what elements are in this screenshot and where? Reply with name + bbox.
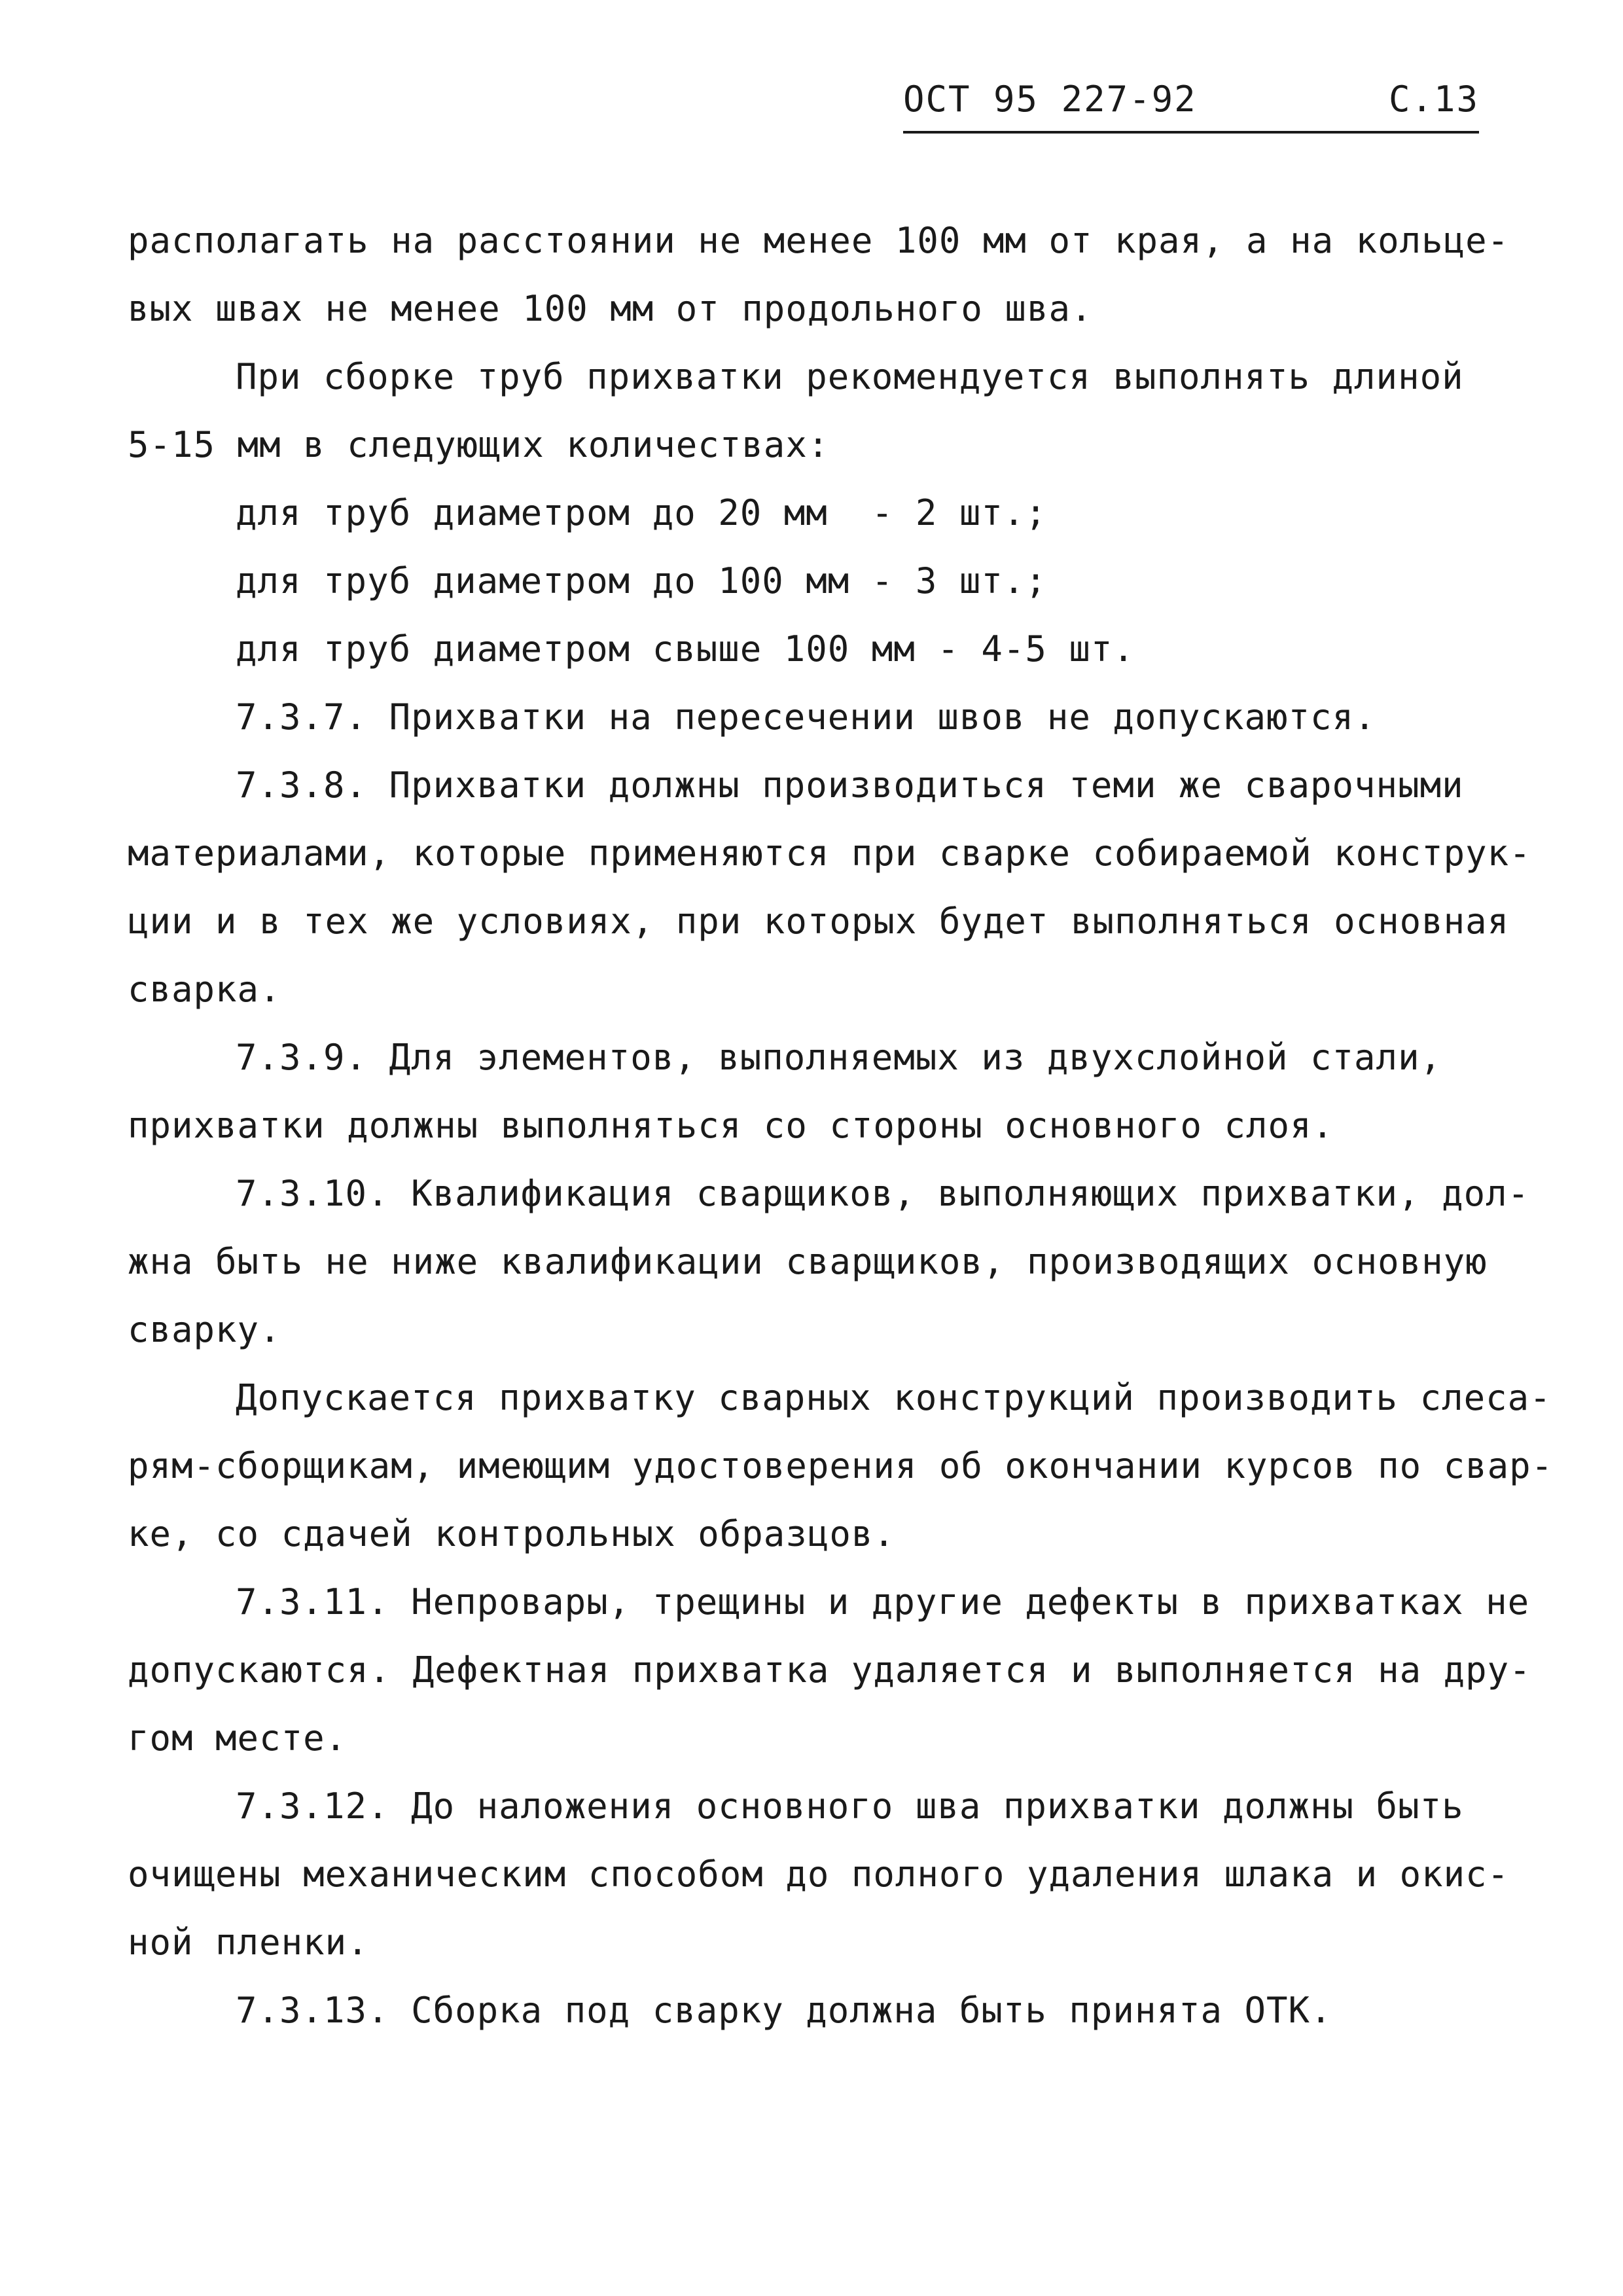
text-line: 5-15 мм в следующих количествах: (128, 424, 830, 465)
text-line: жна быть не ниже квалификации сварщиков, производящих основную (128, 1241, 1488, 1282)
text-line: сварка. (128, 969, 281, 1010)
text-line: очищены механическим способом до полного удаления шлака и окис- (128, 1854, 1510, 1895)
page-header (903, 79, 1479, 134)
text-line: 7.3.11. Непровары, трещины и другие дефекты в прихватках не (236, 1581, 1530, 1623)
text-line: сварку. (128, 1309, 281, 1350)
text-line: допускаются. Дефектная прихватка удаляется и выполняется на дру- (128, 1649, 1531, 1691)
document-code: ОСТ 95 227-92 (903, 79, 1197, 120)
text-line: рям-сборщикам, имеющим удостоверения об окончании курсов по свар- (128, 1445, 1554, 1486)
text-line: 7.3.13. Сборка под сварку должна быть принята ОТК. (236, 1990, 1332, 2031)
text-line: для труб диаметром свыше 100 мм - 4-5 шт. (236, 628, 1135, 670)
text-line: ции и в тех же условиях, при которых будет выполняться основная (128, 901, 1510, 942)
text-line: вых швах не менее 100 мм от продольного шва. (128, 288, 1093, 329)
text-line: При сборке труб прихватки рекомендуется выполнять длиной (236, 356, 1464, 397)
document-body (128, 207, 1554, 2045)
text-line: ке, со сдачей контрольных образцов. (128, 1513, 895, 1554)
text-line: гом месте. (128, 1717, 348, 1759)
text-line: 7.3.12. До наложения основного шва прихватки должны быть (236, 1785, 1464, 1827)
text-line: материалами, которые применяются при сварке собираемой конструк- (128, 833, 1531, 874)
text-line: 7.3.9. Для элементов, выполняемых из двухслойной стали, (236, 1037, 1442, 1078)
text-line: располагать на расстоянии не менее 100 мм от края, а на кольце- (128, 220, 1510, 261)
text-line: ной пленки. (128, 1922, 369, 1963)
page-number: С.13 (1388, 79, 1479, 120)
text-line: для труб диаметром до 100 мм - 3 шт.; (236, 560, 1047, 601)
text-line: 7.3.10. Квалификация сварщиков, выполняющих прихватки, дол- (236, 1173, 1530, 1214)
text-line: прихватки должны выполняться со стороны основного слоя. (128, 1105, 1334, 1146)
text-line: Допускается прихватку сварных конструкций производить слеса- (236, 1377, 1552, 1418)
text-line: 7.3.7. Прихватки на пересечении швов не допускаются. (236, 696, 1376, 738)
text-line: для труб диаметром до 20 мм - 2 шт.; (236, 492, 1047, 533)
text-line: 7.3.8. Прихватки должны производиться теми же сварочными (236, 764, 1464, 806)
